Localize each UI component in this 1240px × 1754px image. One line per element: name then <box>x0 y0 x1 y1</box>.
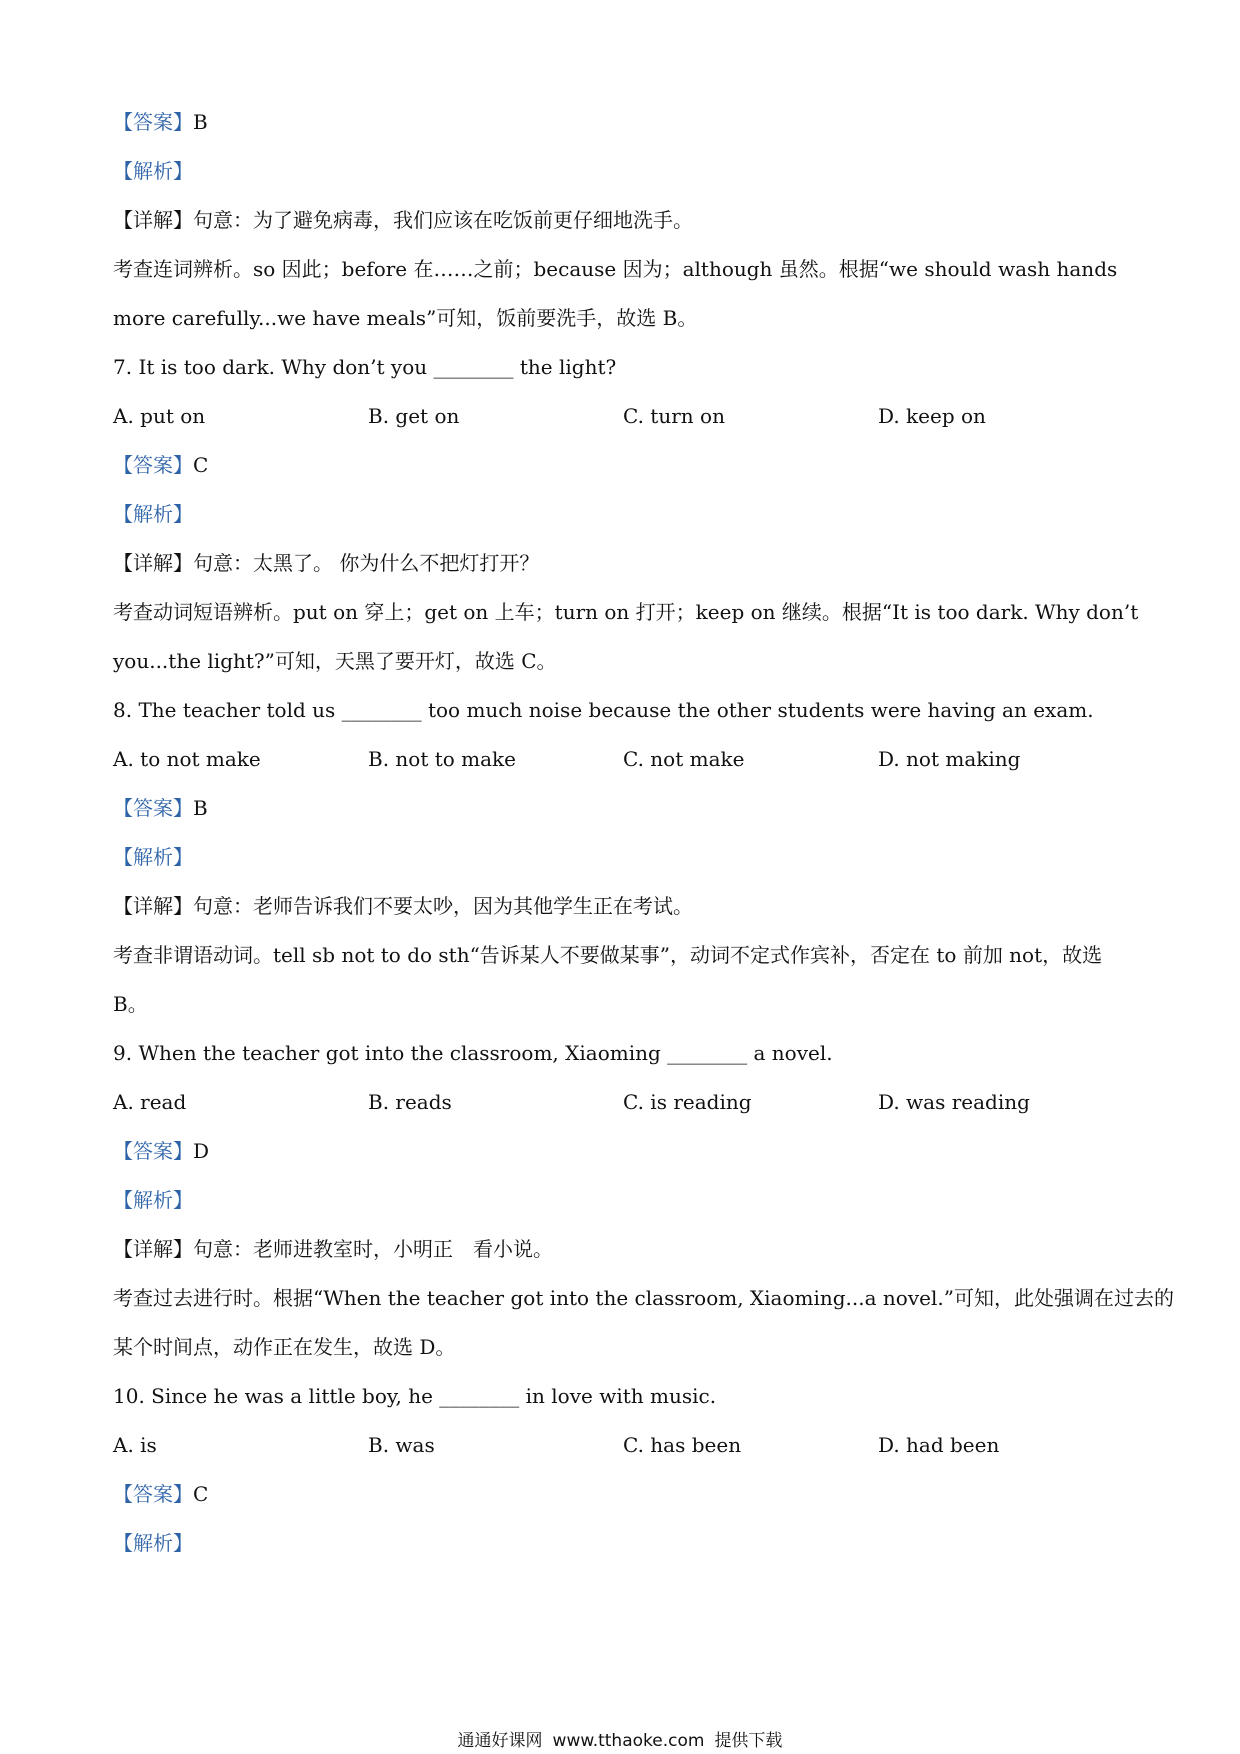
option-c: C. turn on <box>623 404 725 428</box>
answer-value: B <box>193 110 208 134</box>
option-c: C. is reading <box>623 1090 752 1114</box>
q6-answer-line <box>113 98 1133 147</box>
q9-explain-line-2: 某个时间点，动作正在发生，故选 D。 <box>113 1335 456 1359</box>
q7-analysis-tag: 【解析】 <box>113 502 193 526</box>
option-b: B. reads <box>368 1090 452 1114</box>
q6-detail-line <box>113 196 1133 245</box>
detail-tag: 【详解】 <box>113 208 193 232</box>
answer-tag: 【答案】 <box>113 110 193 134</box>
q6-explain-line-1: 考查连词辨析。so 因此；before 在……之前；because 因为；although 虽然。根据“we should wash hands <box>113 257 1118 281</box>
q6-explain-line-2: more carefully...we have meals”可知，饭前要洗手，故选 B。 <box>113 306 698 330</box>
answer-value: C <box>193 453 209 477</box>
option-b: B. not to make <box>368 747 517 771</box>
page-content <box>113 98 1174 1568</box>
answer-value: D <box>193 1139 210 1163</box>
option-d: D. had been <box>878 1433 1000 1457</box>
detail-text: 句意：老师告诉我们不要太吵，因为其他学生正在考试。 <box>193 894 693 918</box>
q7-options <box>113 392 1133 441</box>
q10-question: 10. Since he was a little boy, he ________ in love with music. <box>113 1384 717 1408</box>
q9-answer-line <box>113 1127 1133 1176</box>
q10-answer-line <box>113 1470 1133 1519</box>
answer-tag: 【答案】 <box>113 1139 193 1163</box>
q7-detail-line <box>113 539 1133 588</box>
q8-detail-line <box>113 882 1133 931</box>
option-a: A. put on <box>113 404 206 428</box>
answer-value: B <box>193 796 208 820</box>
option-d: D. not making <box>878 747 1021 771</box>
q8-options <box>113 735 1133 784</box>
option-a: A. to not make <box>113 747 261 771</box>
option-a: A. is <box>113 1433 157 1457</box>
q8-explain-line-1: 考查非谓语动词。tell sb not to do sth“告诉某人不要做某事”，动词不定式作宾补，否定在 to 前加 not，故选 <box>113 943 1103 967</box>
option-a: A. read <box>113 1090 187 1114</box>
q8-analysis-tag: 【解析】 <box>113 845 193 869</box>
option-d: D. keep on <box>878 404 986 428</box>
q6-analysis-tag: 【解析】 <box>113 159 193 183</box>
option-b: B. get on <box>368 404 460 428</box>
answer-tag: 【答案】 <box>113 453 193 477</box>
option-c: C. has been <box>623 1433 742 1457</box>
detail-text: 句意：老师进教室时，小明正 看小说。 <box>193 1237 553 1261</box>
q10-options <box>113 1421 1133 1470</box>
q10-analysis-tag: 【解析】 <box>113 1531 193 1555</box>
q9-options <box>113 1078 1133 1127</box>
detail-text: 句意：太黑了。 你为什么不把灯打开？ <box>193 551 540 575</box>
q7-answer-line <box>113 441 1133 490</box>
q9-question: 9. When the teacher got into the classroom, Xiaoming ________ a novel. <box>113 1041 833 1065</box>
detail-tag: 【详解】 <box>113 551 193 575</box>
q8-answer-line <box>113 784 1133 833</box>
option-c: C. not make <box>623 747 745 771</box>
detail-text: 句意：为了避免病毒，我们应该在吃饭前更仔细地洗手。 <box>193 208 693 232</box>
q7-explain-line-1: 考查动词短语辨析。put on 穿上；get on 上车；turn on 打开；keep on 继续。根据“It is too dark. Why don’t <box>113 600 1139 624</box>
option-d: D. was reading <box>878 1090 1030 1114</box>
q7-question: 7. It is too dark. Why don’t you ________ the light? <box>113 355 617 379</box>
q7-explain-line-2: you...the light?”可知，天黑了要开灯，故选 C。 <box>113 649 557 673</box>
q8-explain-line-2: B。 <box>113 992 148 1016</box>
q9-detail-line <box>113 1225 1133 1274</box>
answer-value: C <box>193 1482 209 1506</box>
answer-tag: 【答案】 <box>113 1482 193 1506</box>
option-b: B. was <box>368 1433 435 1457</box>
page-footer <box>0 1726 1240 1751</box>
footer-suffix: 提供下载 <box>714 1731 783 1751</box>
q8-question: 8. The teacher told us ________ too much noise because the other students were having an exam. <box>113 698 1094 722</box>
detail-tag: 【详解】 <box>113 894 193 918</box>
q9-explain-line-1: 考查过去进行时。根据“When the teacher got into the classroom, Xiaoming...a novel.”可知，此处强调在过去的 <box>113 1286 1174 1310</box>
footer-site-name: 通通好课网 <box>457 1731 543 1751</box>
footer-url[interactable]: www.tthaoke.com <box>552 1731 705 1751</box>
q9-analysis-tag: 【解析】 <box>113 1188 193 1212</box>
detail-tag: 【详解】 <box>113 1237 193 1261</box>
answer-tag: 【答案】 <box>113 796 193 820</box>
